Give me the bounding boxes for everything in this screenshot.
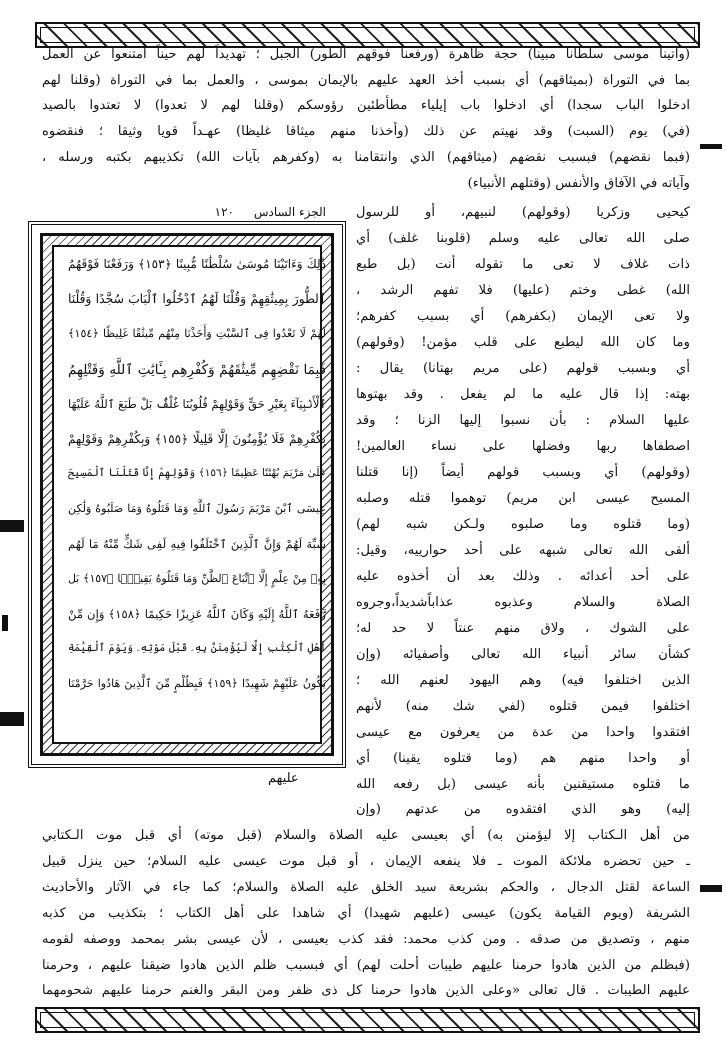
quran-line: رَّفَعَهُ ٱللَّهُ إِلَيْهِ وَكَانَ ٱللَّهُ عَزِيزًا حَكِيمًا ﴿١٥٨﴾ وَإِن مِّنْ: [68, 607, 326, 621]
page-number: ١٢٠: [214, 205, 234, 219]
page-header: [28, 205, 346, 221]
commentary-line: منهم ، وتصديق من صدقه . ومن كذب محمد: فقد كذب بعيسى ، لأن عيسى بشر بمحمد ووصفه لقومه: [42, 932, 690, 947]
commentary-line: افتقدوا واحدا من عدة من يعرفون مع عيسى: [356, 725, 690, 740]
commentary-line: ـ حين تحضره ملائكة الموت ـ فلا ينفعه الإيمان ، أو قبل موت عيسى عليه السلام؛ حين ينزل قبيل: [42, 854, 690, 869]
commentary-line: ألقى الله تعالى شبهه على أحد حوارييه، وقيل:: [356, 543, 690, 558]
commentary-line: إليه) وهو الذي افتقدوه من عدتهم (وإن: [356, 802, 690, 817]
margin-mark: [2, 615, 8, 631]
part-title: الجزء السادس: [253, 205, 326, 219]
commentary-line: صلى الله تعالى عليه وسلم (قلوبنا غلف) أي: [356, 231, 690, 246]
commentary-line: الشريفة (ويوم القيامة يكون) عيسى (عليهم شهيدا) أي شاهدا على أهل الكتاب ؛ بتكذيب من كذبه: [42, 906, 690, 921]
quran-line: ذَٰلِكَ وَءَاتَيْنَا مُوسَىٰ سُلْطَٰنًا مُّبِينًا ﴿١٥٣﴾ وَرَفَعْنَا فَوْقَهُمُ: [68, 257, 326, 271]
commentary-line: على أحد أعدائه . وذلك بعد أن أخذوه عليه: [356, 569, 690, 584]
quran-line: أَهْلِ ٱلْكِتَٰبِ إِلَّا لَيُؤْمِنَنَّ بِهِۦ قَبْلَ مَوْتِهِۦ وَيَوْمَ ٱلْقِيَٰمَةِ: [68, 642, 326, 654]
commentary-line: (وما قتلوه وما صلبوه ولـكن شبه لهم): [356, 517, 690, 532]
commentary-line: المسيح عيسى ابن مريم) توهموا قتله وصلبه: [356, 491, 690, 506]
commentary-line: من أهل الـكتاب إلا ليؤمنن به) أي بعيسى عليه الصلاة والسلام (قبل موته) أي قبل موت الـكتابي: [42, 828, 690, 843]
quran-line: لَهُمْ لَا تَعْدُوا فِى ٱلسَّبْتِ وَأَخَذْنَا مِنْهُم مِّيثَٰقًا غَلِيظًا ﴿١٥٤﴾: [68, 327, 326, 340]
catchword: عليهم: [268, 771, 299, 786]
commentary-line: بما في التوراة (بميثاقهم) أي بسبب أخذ العهد عليهم بالإيمان بموسى ، والعمل بما في التوراة (وقلنا لهم: [42, 73, 690, 88]
margin-mark: [700, 885, 722, 892]
quran-text-area: [52, 245, 326, 744]
commentary-line: كشأن سائر أنبياء الله تعالى وأصفيائه (وإن: [356, 647, 690, 662]
margin-mark: [0, 712, 24, 726]
margin-mark: [0, 520, 24, 532]
commentary-line: اختلفوا فيمن قتلوه (لفي شك منه) لأنهم: [356, 699, 690, 714]
quran-line: شُبِّهَ لَهُمْ وَإِنَّ ٱلَّذِينَ ٱخْتَلَفُوا فِيهِ لَفِى شَكٍّ مِّنْهُ مَا لَهُم: [68, 537, 326, 551]
quran-line: ٱلطُّورَ بِمِيثَٰقِهِمْ وَقُلْنَا لَهُمُ ٱدْخُلُوا ٱلْبَابَ سُجَّدًا وَقُلْنَا: [68, 292, 326, 306]
top-ornamental-border: [35, 22, 700, 48]
quran-line: بِكُفْرِهِمْ فَلَا يُؤْمِنُونَ إِلَّا قَلِيلًا ﴿١٥٥﴾ وَبِكُفْرِهِمْ وَقَوْلِهِمْ: [68, 432, 326, 446]
commentary-line: عليهم الطيبات . قال تعالى «وعلى الذين هادوا حرمنا كل ذى ظفر ومن البقر والغنم حرمنا عليهم شحومهما: [42, 983, 690, 998]
commentary-line: (فبظلم من الذين هادوا حرمنا عليهم طيبات أحلت لهم) أي فبسبب ظلم الذين هادوا ضيقنا عليهم ، وحرمنا: [42, 958, 690, 973]
quran-line: عِيسَى ٱبْنَ مَرْيَمَ رَسُولَ ٱللَّهِ وَمَا قَتَلُوهُ وَمَا صَلَبُوهُ وَلَٰكِن: [68, 502, 326, 515]
commentary-line: عليها السلام : بأن نسبوا إليها الزنا ؛ وقد: [356, 413, 690, 428]
commentary-line: ادخلوا الباب سجدا) أي ادخلوا باب إيلياء مطأطئين رؤوسكم (وقلنا لهم لا تعدوا) لا تعتدوا بالصيد: [42, 98, 690, 113]
commentary-line: وآياته في الآفاق والأنفس (وقتلهم الأنبياء): [467, 176, 690, 191]
commentary-line: (فبما نقضهم) فبسبب نقضهم (ميثاقهم) الذي وانتقامنا به (وكفرهم بآيات الله) تكذيبهم بكتبه ورسله ،: [42, 150, 690, 165]
commentary-line: ولا تعى الإيمان (بكفرهم) أي بسبب كفرهم؛: [356, 309, 690, 324]
frame-ornament: [40, 233, 334, 756]
quran-line: يَكُونُ عَلَيْهِمْ شَهِيدًا ﴿١٥٩﴾ فَبِظُلْمٍ مِّنَ ٱلَّذِينَ هَادُوا حَرَّمْنَا: [68, 677, 326, 690]
commentary-line: ذات غلاف لا تعى ما تقوله أنت (بل طبع: [356, 257, 690, 272]
commentary-line: الصلاة والسلام وعذبوه عذاباًشديداً،وجروه: [356, 595, 690, 610]
commentary-line: على الشوك ، ولاق منهم عنتاً لا حد له؛: [356, 621, 690, 636]
commentary-line: اصطفاها ربها وفضلها على نساء العالمين!: [356, 439, 690, 454]
commentary-line: (وآتينا موسى سلطانا مبينا) حجة ظاهرة (ورفعنا فوقهم الطور) الجبل ؛ تهديداً لهم حيناً امتنعوا عن العمل: [42, 47, 690, 62]
quran-line: ٱلْأَنۢبِيَآءَ بِغَيْرِ حَقٍّ وَقَوْلِهِمْ قُلُوبُنَا غُلْفٌۢ بَلْ طَبَعَ ٱللَّهُ عَلَيْهَا: [68, 397, 326, 411]
commentary-line: ما قتلوه مستيقنين بأنه عيسى (بل رفعه الله: [356, 777, 690, 792]
quran-text-frame: [28, 221, 346, 768]
commentary-line: أو واحدا منهم هم (وما قتلوه يقينا) أي: [356, 751, 690, 766]
commentary-line: بهته: إذا قال عليه ما لم يفعل . وقد بهتوها: [356, 387, 690, 402]
margin-mark: [700, 144, 722, 149]
commentary-line: (في) يوم (السبت) وقد نهيتم عن ذلك (وأخذنا منهم ميثاقا غليظا) عهـداً قويا وثيقا ؛ فنقضوه: [42, 124, 690, 139]
bottom-ornamental-border: [35, 1007, 700, 1033]
commentary-line: وما كان الله ليطبع على قلب مؤمن! (وقولهم): [356, 335, 690, 350]
commentary-line: الله) غطى وختم (عليها) فلا تفهم الرشد ،: [356, 283, 690, 298]
commentary-line: الساعة لقتل الدجال ، والحكم بشريعة سيد الخلق عليه الصلاة والسلام؛ كما جاء في الآثار والأحاديث: [42, 880, 690, 895]
quran-line: بِهِۦ مِنْ عِلْمٍ إِلَّا ٱتِّبَاعَ ٱلظَّنِّ وَمَا قَتَلُوهُ يَقِينًۢا ﴿١٥٧﴾ بَل: [68, 572, 326, 585]
commentary-line: كيحيى وزكريا (وقولهم) لنبيهم، أو للرسول: [356, 205, 690, 220]
quran-line: عَلَىٰ مَرْيَمَ بُهْتَٰنًا عَظِيمًا ﴿١٥٦﴾ وَقَوْلِهِمْ إِنَّا قَتَلْنَا ٱلْمَسِيحَ: [68, 467, 326, 479]
quran-line: فَبِمَا نَقْضِهِم مِّيثَٰقَهُمْ وَكُفْرِهِم بِـَٔايَٰتِ ٱللَّهِ وَقَتْلِهِمُ: [68, 362, 326, 378]
commentary-line: الذين اختلفوا فيه) وهم اليهود لعنهم الله ؛: [356, 673, 690, 688]
commentary-line: (وقولهم) أي وبسبب قولهم أيضاً (إنا قتلنا: [356, 465, 690, 480]
commentary-line: أي وبسبب قولهم (على مريم بهتانا) يقال :: [356, 361, 690, 376]
